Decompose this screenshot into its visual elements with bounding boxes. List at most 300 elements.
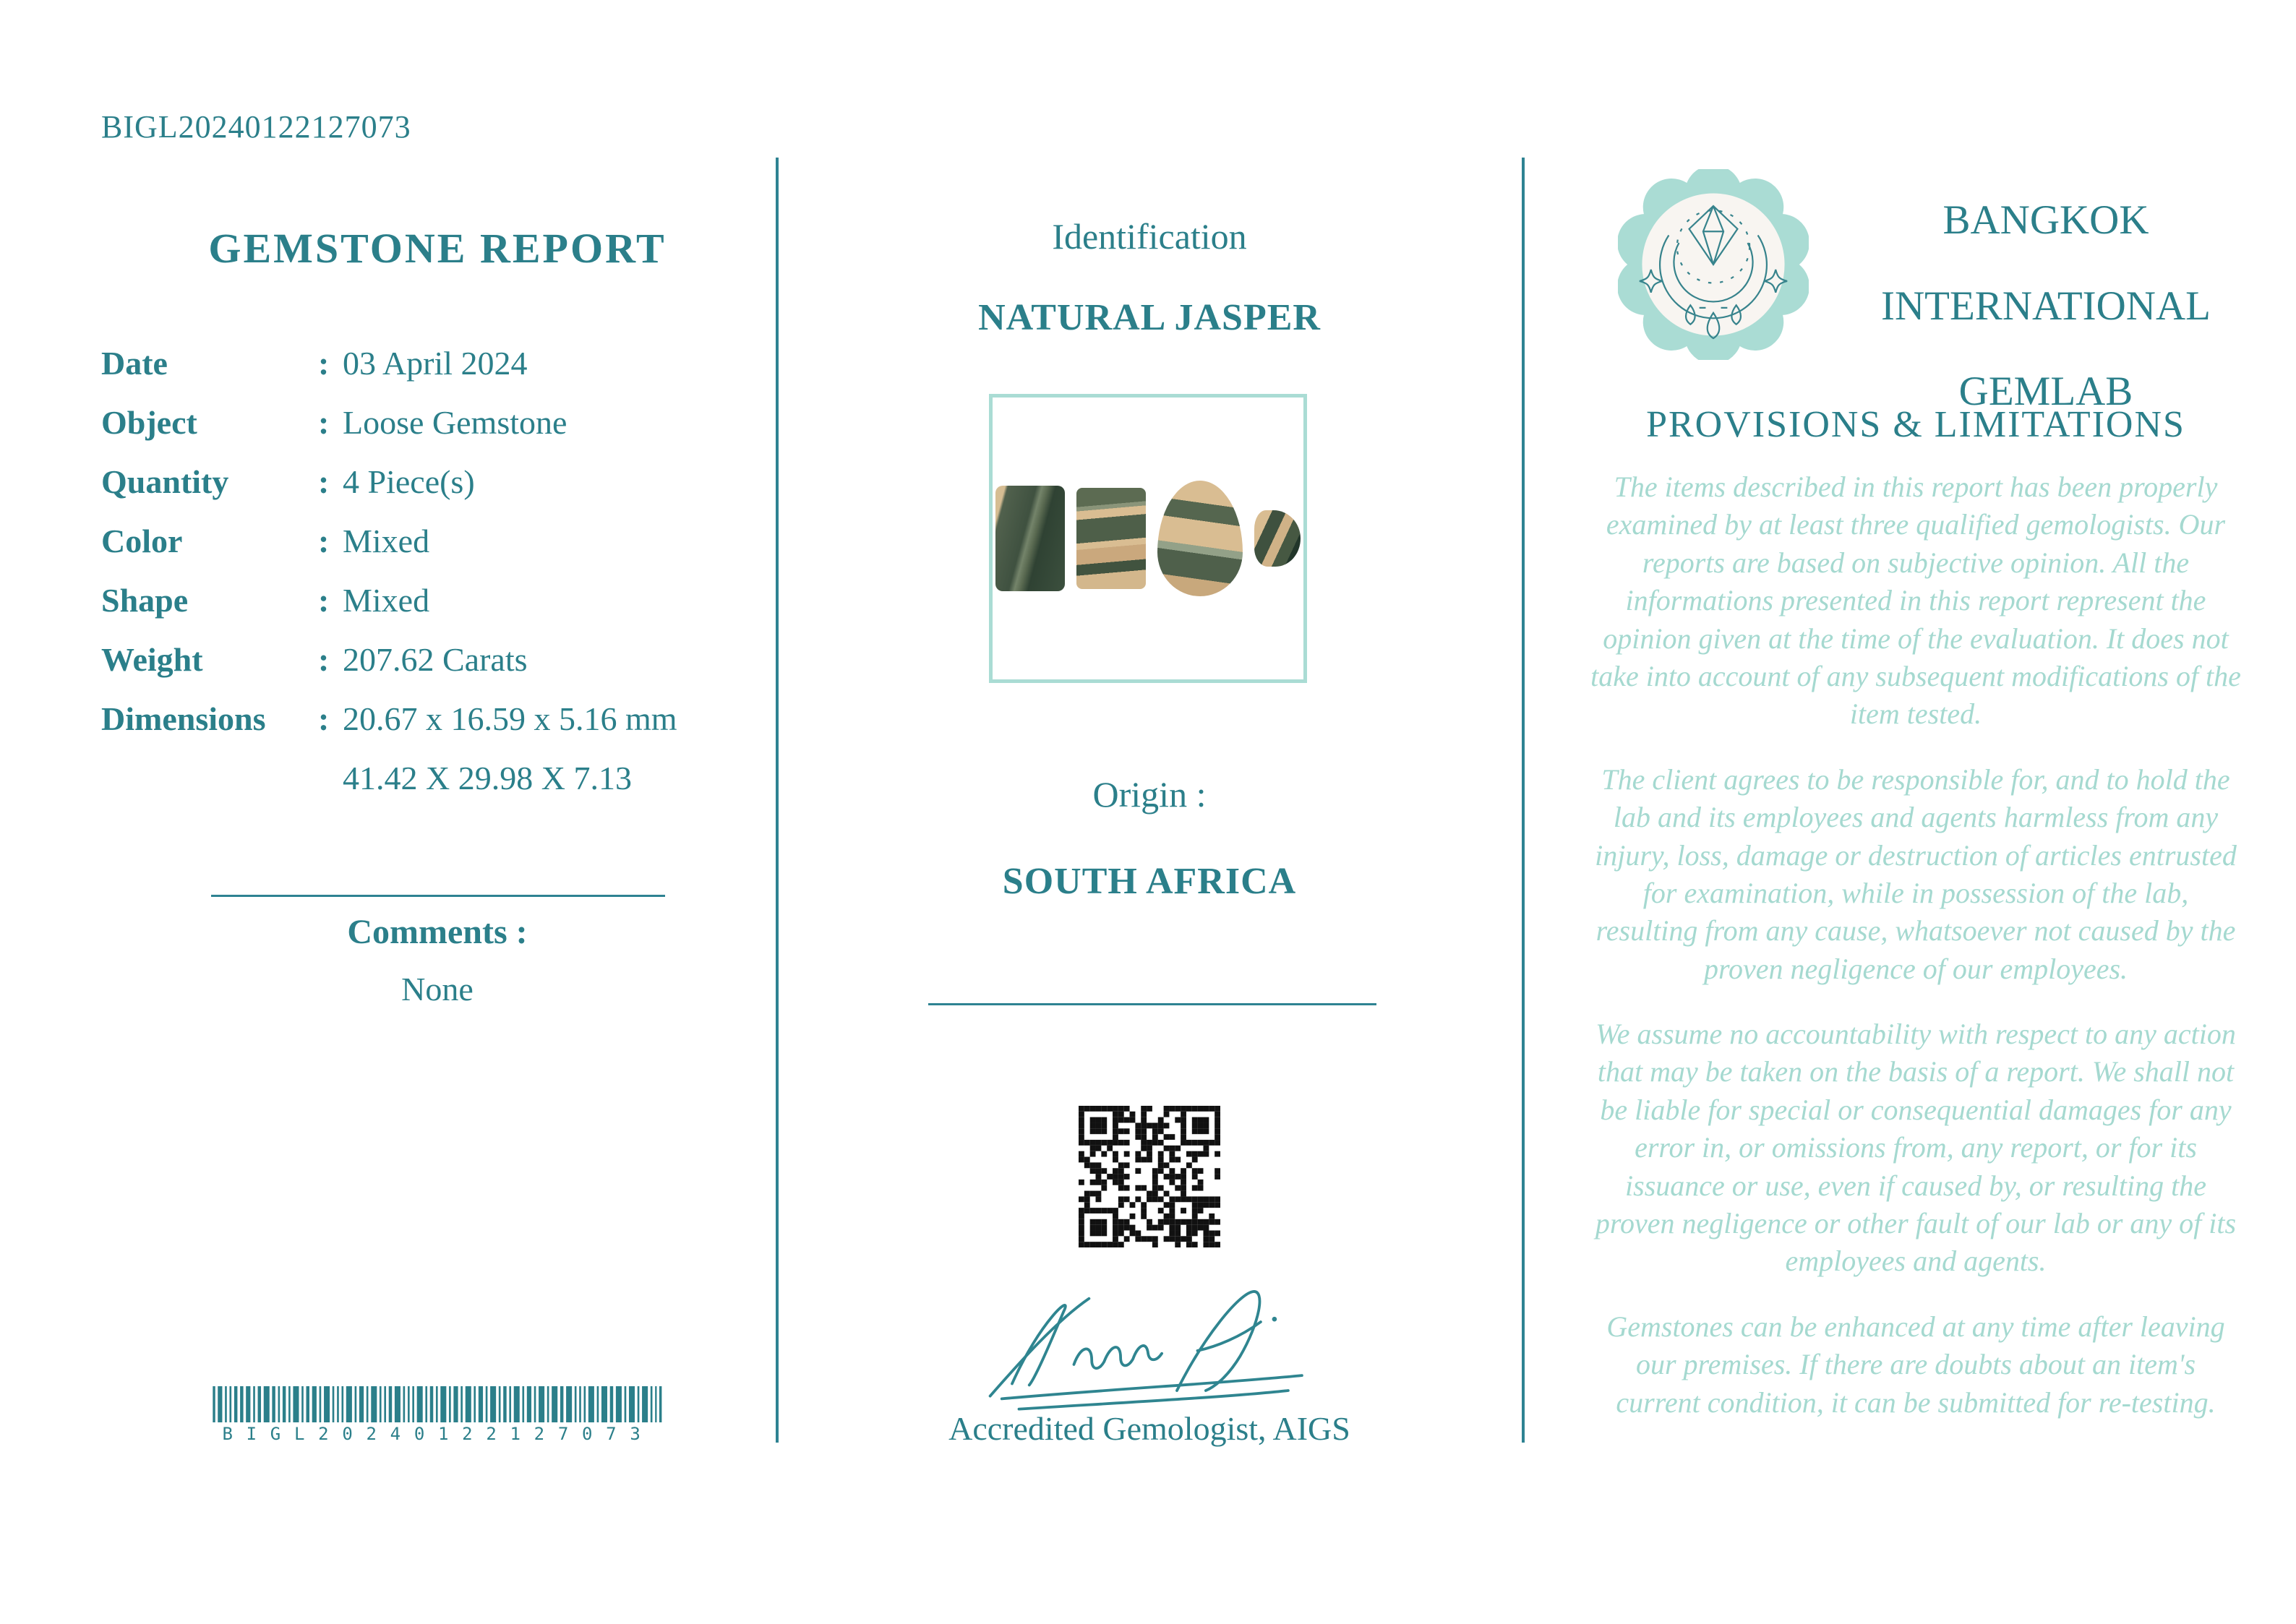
qr-module <box>1209 1236 1215 1242</box>
qr-module <box>1181 1134 1186 1140</box>
qr-module <box>1169 1168 1175 1174</box>
qr-module <box>1124 1162 1130 1168</box>
qr-module <box>1113 1236 1118 1242</box>
qr-module <box>1096 1174 1102 1180</box>
qr-module <box>1158 1185 1164 1191</box>
qr-module <box>1158 1219 1164 1225</box>
qr-module <box>1096 1230 1102 1236</box>
provision-paragraph: Gemstones can be enhanced at any time after leaving our premises. If there are doubts about an item's current condition, it can be submitted for re-testing. <box>1606 1310 2225 1419</box>
qr-module <box>1181 1140 1186 1146</box>
qr-module <box>1107 1106 1113 1112</box>
qr-module <box>1192 1230 1198 1236</box>
barcode <box>211 1386 665 1444</box>
qr-module <box>1175 1157 1181 1163</box>
qr-module <box>1158 1117 1164 1123</box>
qr-module <box>1203 1117 1209 1123</box>
qr-code <box>1079 1106 1220 1247</box>
qr-module <box>1152 1225 1158 1231</box>
qr-module <box>1192 1168 1198 1174</box>
qr-module <box>1079 1242 1084 1247</box>
qr-module <box>1096 1140 1102 1146</box>
qr-module <box>1096 1117 1102 1123</box>
qr-module <box>1118 1180 1124 1185</box>
qr-module <box>1096 1106 1102 1112</box>
signature-stroke <box>990 1299 1089 1396</box>
qr-module <box>1096 1162 1102 1168</box>
identification-result: NATURAL JASPER <box>978 297 1321 338</box>
field-label: Date <box>101 345 168 382</box>
qr-module <box>1079 1112 1084 1117</box>
qr-module <box>1158 1123 1164 1129</box>
qr-module <box>1209 1213 1215 1219</box>
field-label: Dimensions <box>101 700 266 737</box>
qr-module <box>1141 1236 1147 1242</box>
qr-module <box>1192 1202 1198 1208</box>
qr-module <box>1169 1146 1175 1151</box>
comments-label: Comments : <box>347 913 528 951</box>
qr-module <box>1124 1128 1130 1134</box>
qr-module <box>1164 1112 1170 1117</box>
field-row <box>101 640 774 700</box>
qr-module <box>1209 1196 1215 1202</box>
qr-module <box>1113 1123 1118 1129</box>
qr-module <box>1192 1174 1198 1180</box>
qr-module <box>1124 1174 1130 1180</box>
qr-module <box>1192 1140 1198 1146</box>
qr-module <box>1164 1236 1170 1242</box>
qr-module <box>1209 1230 1215 1236</box>
comments-divider-line <box>211 895 665 897</box>
qr-module <box>1124 1196 1130 1202</box>
qr-module <box>1096 1168 1102 1174</box>
qr-module <box>1192 1213 1198 1219</box>
qr-module <box>1147 1219 1152 1225</box>
qr-module <box>1084 1140 1090 1146</box>
qr-module <box>1198 1151 1204 1157</box>
qr-module <box>1209 1202 1215 1208</box>
qr-module <box>1181 1219 1186 1225</box>
qr-module <box>1079 1151 1084 1157</box>
qr-module <box>1164 1134 1170 1140</box>
qr-module <box>1215 1219 1220 1225</box>
qr-module <box>1198 1128 1204 1134</box>
qr-module <box>1158 1168 1164 1174</box>
qr-module <box>1175 1242 1181 1247</box>
qr-module <box>1118 1140 1124 1146</box>
provision-paragraph: The items described in this report has been properly examined by at least three qualified gemologists. Our reports are based on subjective opinion. All the informations presented in this report represent the opinion given at the time of the evaluation. It does not take into account of any subsequent modifications of the item tested. <box>1590 471 2241 731</box>
qr-module <box>1124 1106 1130 1112</box>
qr-module <box>1084 1162 1090 1168</box>
qr-module <box>1192 1128 1198 1134</box>
qr-module <box>1203 1106 1209 1112</box>
gem-stone-rectangle <box>995 486 1065 591</box>
qr-module <box>1152 1168 1158 1174</box>
qr-module <box>1130 1225 1136 1231</box>
origin-value: SOUTH AFRICA <box>1002 861 1297 902</box>
qr-module <box>1152 1134 1158 1140</box>
qr-module <box>1164 1123 1170 1129</box>
qr-module <box>1141 1117 1147 1123</box>
qr-module <box>1090 1123 1096 1129</box>
qr-module <box>1181 1191 1186 1197</box>
qr-module <box>1141 1157 1147 1163</box>
qr-module <box>1164 1162 1170 1168</box>
field-row <box>101 403 774 463</box>
qr-module <box>1107 1146 1113 1151</box>
qr-module <box>1147 1140 1152 1146</box>
qr-module <box>1147 1123 1152 1129</box>
signature-stroke <box>1012 1305 1066 1385</box>
field-colon: : <box>318 700 330 737</box>
qr-module <box>1118 1196 1124 1202</box>
qr-module <box>1118 1162 1124 1168</box>
field-label: Color <box>101 523 183 559</box>
qr-module <box>1101 1128 1107 1134</box>
qr-module <box>1118 1112 1124 1117</box>
qr-module <box>1215 1151 1220 1157</box>
qr-module <box>1141 1185 1147 1191</box>
qr-module <box>1135 1168 1141 1174</box>
qr-module <box>1164 1202 1170 1208</box>
qr-module <box>1113 1213 1118 1219</box>
qr-module <box>1141 1202 1147 1208</box>
qr-module <box>1203 1236 1209 1242</box>
qr-module <box>1175 1225 1181 1231</box>
qr-module <box>1198 1123 1204 1129</box>
qr-module <box>1135 1196 1141 1202</box>
qr-module <box>1141 1112 1147 1117</box>
qr-module <box>1113 1117 1118 1123</box>
qr-module <box>1215 1202 1220 1208</box>
qr-module <box>1169 1174 1175 1180</box>
qr-module <box>1147 1225 1152 1231</box>
qr-module <box>1079 1157 1084 1163</box>
qr-module <box>1181 1106 1186 1112</box>
qr-module <box>1152 1191 1158 1197</box>
qr-module <box>1158 1208 1164 1213</box>
qr-module <box>1096 1225 1102 1231</box>
field-row-continuation <box>101 759 774 818</box>
detail-fields <box>101 344 774 818</box>
field-row <box>101 700 774 759</box>
qr-module <box>1096 1242 1102 1247</box>
qr-module <box>1209 1140 1215 1146</box>
qr-module <box>1079 1106 1084 1112</box>
field-value: 207.62 Carats <box>343 641 528 678</box>
qr-module <box>1084 1196 1090 1202</box>
qr-module <box>1084 1202 1090 1208</box>
qr-module <box>1181 1112 1186 1117</box>
qr-module <box>1181 1196 1186 1202</box>
qr-module <box>1198 1168 1204 1174</box>
qr-module <box>1186 1196 1192 1202</box>
qr-module <box>1203 1196 1209 1202</box>
qr-module <box>1181 1123 1186 1129</box>
qr-module <box>1124 1236 1130 1242</box>
qr-module <box>1203 1140 1209 1146</box>
qr-module <box>1135 1123 1141 1129</box>
qr-module <box>1158 1196 1164 1202</box>
qr-module <box>1135 1185 1141 1191</box>
qr-module <box>1118 1230 1124 1236</box>
qr-module <box>1215 1117 1220 1123</box>
qr-module <box>1118 1202 1124 1208</box>
gem-stone-pear <box>1157 481 1243 596</box>
qr-module <box>1096 1128 1102 1134</box>
qr-module <box>1090 1117 1096 1123</box>
qr-module <box>1084 1242 1090 1247</box>
qr-module <box>1215 1112 1220 1117</box>
origin-divider-line <box>928 1003 1376 1005</box>
qr-module <box>1198 1185 1204 1191</box>
qr-module <box>1158 1128 1164 1134</box>
qr-module <box>1079 1230 1084 1236</box>
qr-module <box>1175 1185 1181 1191</box>
provision-paragraph: The client agrees to be responsible for, and to hold the lab and its employees and agents harmless from any injury, loss, damage or destruction of articles entrusted for examination, while in possession of the lab, resulting from any cause, whatsoever not caused by the proven negligence of our employees. <box>1595 762 2237 985</box>
qr-module <box>1130 1230 1136 1236</box>
qr-module <box>1152 1242 1158 1247</box>
qr-module <box>1135 1151 1141 1157</box>
provisions-text <box>1590 468 2241 1449</box>
qr-module <box>1096 1191 1102 1197</box>
qr-module <box>1090 1146 1096 1151</box>
qr-module <box>1169 1213 1175 1219</box>
qr-module <box>1124 1185 1130 1191</box>
qr-module <box>1090 1151 1096 1157</box>
qr-module <box>1118 1242 1124 1247</box>
qr-module <box>1198 1208 1204 1213</box>
qr-module <box>1118 1106 1124 1112</box>
signature-dot <box>1272 1317 1277 1322</box>
qr-module <box>1147 1151 1152 1157</box>
signature-underline <box>1002 1375 1302 1399</box>
qr-module <box>1169 1157 1175 1163</box>
qr-module <box>1079 1180 1084 1185</box>
field-colon: : <box>318 404 330 441</box>
qr-module <box>1169 1236 1175 1242</box>
field-colon: : <box>318 582 330 619</box>
qr-module <box>1181 1208 1186 1213</box>
qr-module <box>1113 1180 1118 1185</box>
qr-module <box>1096 1180 1102 1185</box>
field-colon: : <box>318 345 330 382</box>
qr-module <box>1084 1106 1090 1112</box>
qr-module <box>1107 1140 1113 1146</box>
qr-module <box>1113 1112 1118 1117</box>
qr-module <box>1101 1180 1107 1185</box>
qr-module <box>1192 1123 1198 1129</box>
qr-module <box>1113 1219 1118 1225</box>
qr-module <box>1096 1123 1102 1129</box>
qr-module <box>1135 1157 1141 1163</box>
qr-module <box>1101 1230 1107 1236</box>
qr-module <box>1215 1174 1220 1180</box>
qr-module <box>1209 1219 1215 1225</box>
provisions-section-title: PROVISIONS & LIMITATIONS <box>1646 404 2185 445</box>
qr-module <box>1203 1123 1209 1129</box>
qr-module <box>1169 1208 1175 1213</box>
qr-module <box>1175 1196 1181 1202</box>
qr-module <box>1107 1208 1113 1213</box>
gem-stone-halfmoon <box>1254 510 1301 567</box>
qr-module <box>1096 1208 1102 1213</box>
qr-module <box>1192 1196 1198 1202</box>
qr-module <box>1152 1128 1158 1134</box>
qr-module <box>1198 1219 1204 1225</box>
qr-module <box>1147 1191 1152 1197</box>
qr-module <box>1113 1106 1118 1112</box>
qr-module <box>1118 1185 1124 1191</box>
qr-module <box>1101 1185 1107 1191</box>
report-number: BIGL20240122127073 <box>101 109 411 145</box>
signature-stroke <box>1074 1346 1162 1368</box>
field-label: Weight <box>101 641 203 678</box>
qr-module <box>1152 1174 1158 1180</box>
qr-module <box>1101 1208 1107 1213</box>
qr-module <box>1107 1242 1113 1247</box>
qr-module <box>1215 1242 1220 1247</box>
qr-module <box>1169 1202 1175 1208</box>
qr-module <box>1158 1151 1164 1157</box>
qr-module <box>1181 1128 1186 1134</box>
qr-module <box>1090 1242 1096 1247</box>
qr-module <box>1101 1123 1107 1129</box>
qr-module <box>1169 1106 1175 1112</box>
qr-module <box>1141 1134 1147 1140</box>
qr-module <box>1192 1208 1198 1213</box>
qr-module <box>1192 1242 1198 1247</box>
gemlab-logo-icon <box>1618 169 1809 360</box>
qr-module <box>1090 1162 1096 1168</box>
qr-module <box>1215 1196 1220 1202</box>
field-value: 41.42 X 29.98 X 7.13 <box>343 760 632 796</box>
qr-module <box>1084 1191 1090 1197</box>
qr-module <box>1186 1219 1192 1225</box>
comments-value: None <box>401 971 474 1008</box>
qr-module <box>1118 1128 1124 1134</box>
qr-module <box>1215 1230 1220 1236</box>
qr-module <box>1130 1117 1136 1123</box>
qr-module <box>1175 1219 1181 1225</box>
qr-module <box>1101 1140 1107 1146</box>
field-row <box>101 522 774 581</box>
qr-module <box>1186 1225 1192 1231</box>
qr-module <box>1215 1123 1220 1129</box>
qr-module <box>1090 1106 1096 1112</box>
qr-module <box>1118 1219 1124 1225</box>
qr-module <box>1141 1140 1147 1146</box>
qr-module <box>1101 1151 1107 1157</box>
qr-module <box>1175 1236 1181 1242</box>
qr-module <box>1215 1168 1220 1174</box>
field-colon: : <box>318 523 330 559</box>
qr-module <box>1186 1151 1192 1157</box>
qr-module <box>1186 1140 1192 1146</box>
qr-module <box>1079 1213 1084 1219</box>
qr-module <box>1118 1168 1124 1174</box>
qr-module <box>1118 1174 1124 1180</box>
qr-module <box>1124 1225 1130 1231</box>
qr-module <box>1090 1219 1096 1225</box>
qr-module <box>1090 1208 1096 1213</box>
qr-module <box>1101 1219 1107 1225</box>
field-row <box>101 581 774 640</box>
qr-module <box>1141 1213 1147 1219</box>
signature-stroke <box>1177 1292 1259 1391</box>
field-value: 4 Piece(s) <box>343 463 475 500</box>
qr-module <box>1186 1162 1192 1168</box>
qr-module <box>1090 1140 1096 1146</box>
qr-module <box>1192 1185 1198 1191</box>
qr-module <box>1141 1208 1147 1213</box>
signature-graphic <box>969 1281 1330 1418</box>
qr-module <box>1198 1117 1204 1123</box>
qr-module <box>1113 1157 1118 1163</box>
qr-module <box>1135 1236 1141 1242</box>
qr-module <box>1101 1242 1107 1247</box>
qr-module <box>1192 1225 1198 1231</box>
field-value: 03 April 2024 <box>343 345 528 382</box>
qr-module <box>1158 1162 1164 1168</box>
qr-module <box>1203 1230 1209 1236</box>
qr-module <box>1186 1230 1192 1236</box>
qr-module <box>1141 1123 1147 1129</box>
qr-module <box>1079 1134 1084 1140</box>
qr-module <box>1118 1225 1124 1231</box>
qr-module <box>1147 1196 1152 1202</box>
qr-module <box>1209 1242 1215 1247</box>
qr-module <box>1113 1230 1118 1236</box>
qr-module <box>1215 1106 1220 1112</box>
qr-module <box>1169 1151 1175 1157</box>
qr-module <box>1198 1106 1204 1112</box>
identification-section-title: Identification <box>1052 216 1247 257</box>
qr-module <box>1203 1242 1209 1247</box>
qr-module <box>1198 1225 1204 1231</box>
qr-module <box>1169 1196 1175 1202</box>
qr-module <box>1164 1174 1170 1180</box>
qr-module <box>1175 1106 1181 1112</box>
qr-module <box>1124 1140 1130 1146</box>
qr-module <box>1079 1123 1084 1129</box>
qr-module <box>1124 1151 1130 1157</box>
qr-module <box>1107 1174 1113 1180</box>
qr-module <box>1101 1106 1107 1112</box>
qr-module <box>1124 1117 1130 1123</box>
qr-module <box>1186 1236 1192 1242</box>
qr-module <box>1141 1128 1147 1134</box>
qr-module <box>1130 1202 1136 1208</box>
field-label: Quantity <box>101 463 229 500</box>
qr-module <box>1084 1157 1090 1163</box>
qr-module <box>1215 1140 1220 1146</box>
qr-module <box>1169 1180 1175 1185</box>
qr-module <box>1181 1117 1186 1123</box>
qr-module <box>1113 1151 1118 1157</box>
qr-module <box>1181 1236 1186 1242</box>
qr-module <box>1079 1196 1084 1202</box>
qr-module <box>1113 1134 1118 1140</box>
qr-module <box>1158 1157 1164 1163</box>
qr-module <box>1090 1230 1096 1236</box>
qr-module <box>1198 1202 1204 1208</box>
qr-module <box>1135 1230 1141 1236</box>
qr-module <box>1152 1236 1158 1242</box>
qr-module <box>1096 1219 1102 1225</box>
qr-module <box>1079 1225 1084 1231</box>
qr-module <box>1181 1185 1186 1191</box>
field-colon: : <box>318 641 330 678</box>
